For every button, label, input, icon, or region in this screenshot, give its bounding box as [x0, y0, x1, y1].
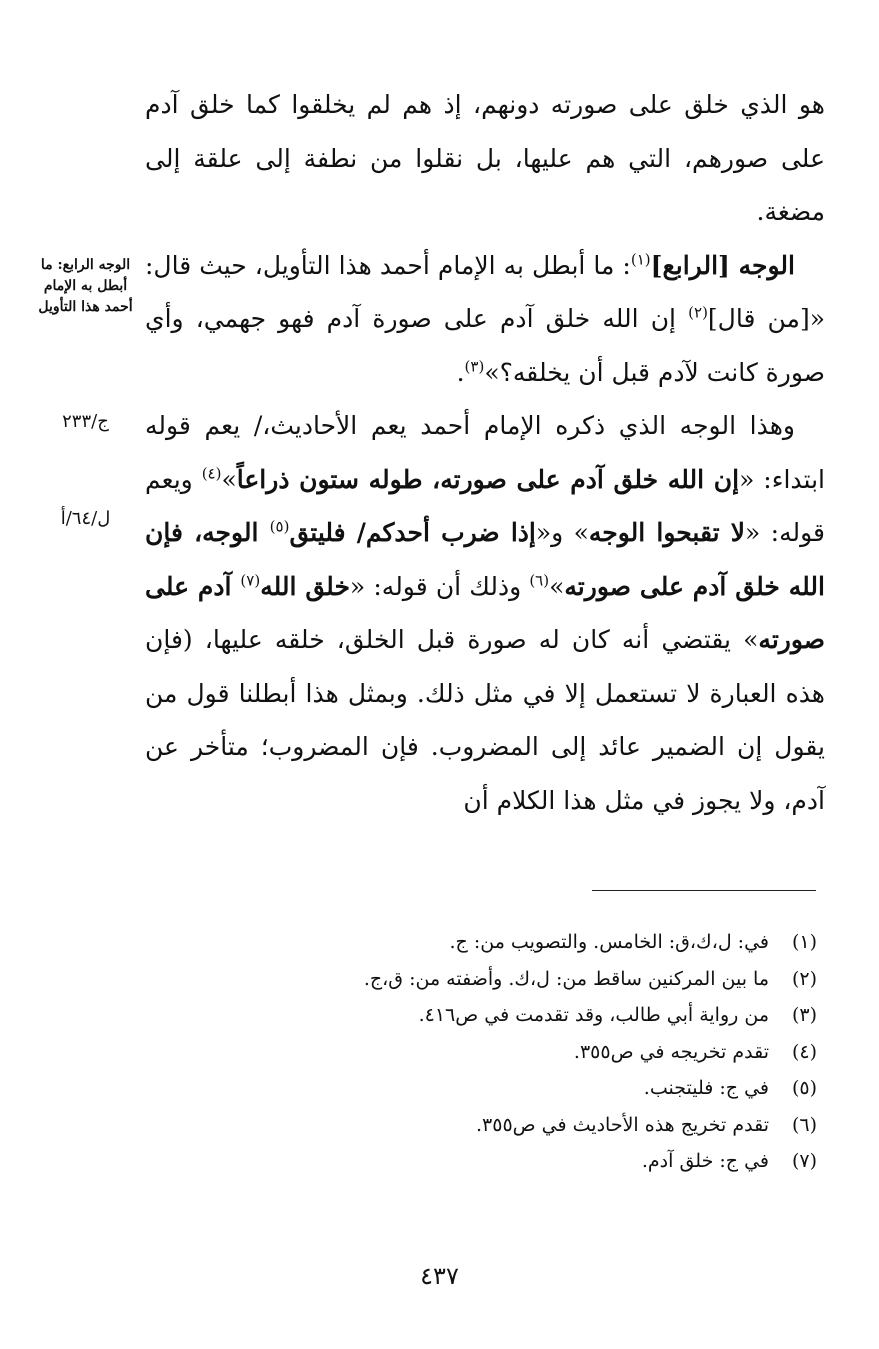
footnote-text: في: ل،ك،ق: الخامس. والتصويب من: ج.	[449, 931, 769, 953]
footnote-number: (٦)	[791, 1113, 817, 1136]
footnote-2	[117, 961, 817, 998]
page-number: ٤٣٧	[420, 1262, 459, 1290]
footnote-number: (١)	[791, 931, 817, 953]
footnote-3	[117, 997, 817, 1034]
footnote-text: في ج: فليتجنب.	[643, 1077, 769, 1099]
main-text	[145, 78, 825, 827]
paragraph-1-text: هو الذي خلق على صورته دونهم، إذ هم لم يخلقوا كما خلق آدم على صورهم، التي هم عليها، بل نقلوا من نطفة إلى علقة إلى مضغة.	[145, 90, 825, 226]
footnote-ref-6[interactable]: (٦)	[529, 571, 550, 590]
margin-volume-ref: ج/٢٣٣	[62, 411, 109, 432]
footnote-text: من رواية أبي طالب، وقد تقدمت في ص٤١٦.	[418, 1004, 769, 1026]
footnote-ref-2[interactable]: (٢)	[688, 303, 708, 322]
margin-topic-note: الوجه الرابع: ما أبطل به الإمام أحمد هذا التأويل	[38, 257, 133, 315]
footnote-ref-7[interactable]: (٧)	[240, 571, 261, 590]
paragraph-3-text-b: »	[221, 464, 237, 494]
paragraph-3-text-g: » يقتضي أنه كان له صورة قبل الخلق، خلقه عليها، (فإن هذه العبارة لا تستعمل إلا في مثل ذلك. وبمثل هذا أبطلنا قول من يقول إن الضمير عائد إلى المضروب. فإن المضروب؛ متأخر عن آدم، ولا يجوز في مثل هذا الكلام أن	[145, 625, 825, 815]
paragraph-3	[145, 399, 825, 827]
footnote-4	[117, 1034, 817, 1071]
footnote-number: (٣)	[791, 1004, 817, 1026]
paragraph-3-text-e: »	[549, 571, 565, 601]
footnote-number: (٧)	[791, 1150, 817, 1172]
footnote-text: تقدم تخريج هذه الأحاديث في ص٣٥٥.	[476, 1113, 769, 1136]
hadith-quote-4: خلق الله	[260, 571, 350, 601]
paragraph-2	[145, 239, 825, 400]
footnote-ref-4[interactable]: (٤)	[201, 464, 222, 483]
footnote-1	[117, 924, 817, 961]
paragraph-1	[145, 78, 825, 239]
paragraph-2-text-a: : ما أبطل به الإمام أحمد هذا التأويل، حيث قال: «[من قال]	[145, 250, 826, 333]
footnote-6	[117, 1107, 817, 1144]
footnote-ref-3[interactable]: (٣)	[464, 357, 485, 376]
footnotes	[117, 924, 817, 1180]
paragraph-3-text-f: وذلك أن قوله: «	[349, 571, 530, 601]
footnote-number: (٥)	[791, 1077, 817, 1099]
footnote-ref-5[interactable]: (٥)	[269, 517, 290, 536]
footnote-7	[117, 1143, 817, 1180]
hadith-quote-1: إن الله خلق آدم على صورته، طوله ستون ذراعاً	[236, 464, 740, 494]
paragraph-3-text-a: وهذا الوجه الذي ذكره الإمام أحمد يعم الأحاديث،/ يعم قوله ابتداء: «	[145, 411, 826, 494]
footnote-number: (٢)	[791, 967, 817, 990]
footnote-text: تقدم تخريجه في ص٣٥٥.	[573, 1040, 769, 1063]
footnote-5	[117, 1070, 817, 1107]
hadith-quote-4-cont: آدم على صورته	[145, 571, 825, 654]
hadith-quote-3: إذا ضرب أحدكم/ فليتق	[289, 518, 536, 547]
paragraph-2-text-c: .	[456, 357, 465, 387]
paragraph-2-text-b: إن الله خلق آدم على صورة آدم فهو جهمي، وأي صورة كانت لآدم قبل أن يخلقه؟»	[145, 304, 825, 387]
paragraph-3-text-c: ويعم قوله: «	[145, 464, 825, 547]
hadith-quote-3-cont: الوجه، فإن الله خلق آدم على صورته	[145, 518, 825, 601]
footnote-ref-1[interactable]: (١)	[630, 250, 651, 269]
hadith-quote-2: لا تقبحوا الوجه	[588, 518, 745, 547]
footnote-text: في ج: خلق آدم.	[641, 1150, 769, 1172]
footnote-number: (٤)	[791, 1040, 817, 1063]
paragraph-3-text-d: » و«	[535, 518, 589, 547]
section-heading: الوجه [الرابع]	[650, 250, 795, 280]
margin-manuscript-ref: ل/٦٤/أ	[60, 508, 111, 529]
footnote-separator	[592, 890, 816, 891]
footnote-text: ما بين المركنين ساقط من: ل،ك. وأضفته من: ق،ج.	[363, 967, 769, 990]
